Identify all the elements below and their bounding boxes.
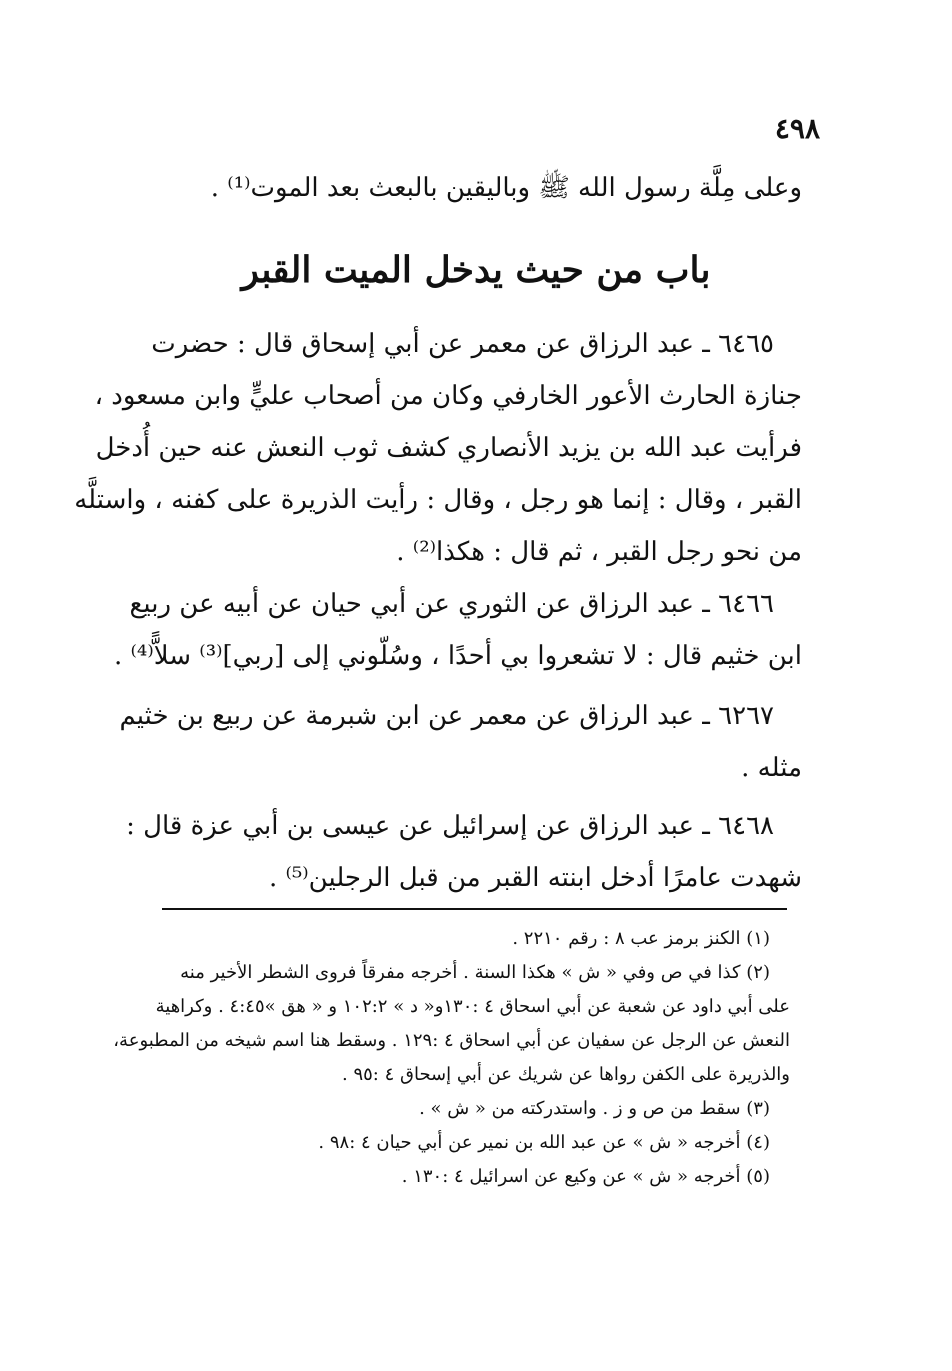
footnote-2-continuation: والذريرة على الكفن رواها عن شريك عن أبي إسحاق ٤ :٩٥ . — [342, 1064, 790, 1085]
hadith-line: القبر ، وقال : إنما هو رجل ، وقال : رأيت الذريرة على كفنه ، واستلَّه — [74, 485, 802, 515]
footnote-1: (١) الكنز برمز عب ٨ : رقم ٢٢١٠ . — [512, 928, 770, 949]
hadith-6466 — [113, 578, 802, 682]
hadith-line: فرأيت عبد الله بن يزيد الأنصاري كشف ثوب النعش عنه حين أُدخل — [95, 433, 802, 463]
page-number: ٤٩٨ — [774, 112, 820, 145]
hadith-6267 — [119, 690, 802, 794]
footnote-2-continuation: النعش عن الرجل عن سفيان عن أبي اسحاق ٤ :١٢٩ . وسقط هنا اسم شيخه من المطبوعة، — [113, 1030, 790, 1051]
footnote-3: (٣) سقط من ص و ز . واستدركته من « ش » . — [419, 1098, 770, 1119]
footnote-divider — [162, 908, 787, 910]
hadith-line: ابن خثيم قال : لا تشعروا بي أحدًا ، وسُلّوني إلى [ربي]⁽³⁾ سلاًّ⁽⁴⁾ . — [113, 641, 802, 671]
hadith-6465 — [74, 318, 802, 578]
hadith-line: مثله . — [741, 753, 802, 783]
footnote-4: (٤) أخرجه « ش » عن عبد الله بن نمير عن أبي حيان ٤ :٩٨ . — [318, 1132, 770, 1153]
chapter-title: باب من حيث يدخل الميت القبر — [241, 249, 711, 291]
hadith-line: شهدت عامرًا أدخل ابنته القبر من قبل الرجلين⁽⁵⁾ . — [268, 863, 802, 893]
hadith-line: ٦٤٦٨ ـ عبد الرزاق عن إسرائيل عن عيسى بن أبي عزة قال : — [126, 811, 774, 841]
opening-line: وعلى مِلَّة رسول الله ﷺ وباليقين بالبعث بعد الموت⁽¹⁾ . — [210, 173, 802, 203]
hadith-line: ٦٤٦٥ ـ عبد الرزاق عن معمر عن أبي إسحاق قال : حضرت — [151, 329, 774, 359]
footnotes — [113, 922, 790, 1194]
hadith-line: ٦٤٦٦ ـ عبد الرزاق عن الثوري عن أبي حيان عن أبيه عن ربيع — [129, 589, 774, 619]
hadith-line: جنازة الحارث الأعور الخارفي وكان من أصحاب عليٍّ وابن مسعود ، — [94, 381, 802, 411]
hadith-6468 — [122, 800, 802, 904]
footnote-2-continuation: على أبي داود عن شعبة عن أبي اسحاق ٤ :١٣٠و« د » ١٠٢:٢ و « هق »٤:٤٥ . وكراهية — [155, 996, 790, 1017]
hadith-line: ٦٢٦٧ ـ عبد الرزاق عن معمر عن ابن شبرمة عن ربيع بن خثيم — [119, 701, 774, 731]
footnote-5: (٥) أخرجه « ش » عن وكيع عن اسرائيل ٤ :١٣٠ . — [401, 1166, 770, 1187]
footnote-2: (٢) كذا في ص وفي « ش » هكذا السنة . أخرجه مفرقاً فروى الشطر الأخير منه — [180, 962, 770, 983]
hadith-line: من نحو رجل القبر ، ثم قال : هكذا⁽²⁾ . — [396, 537, 802, 567]
